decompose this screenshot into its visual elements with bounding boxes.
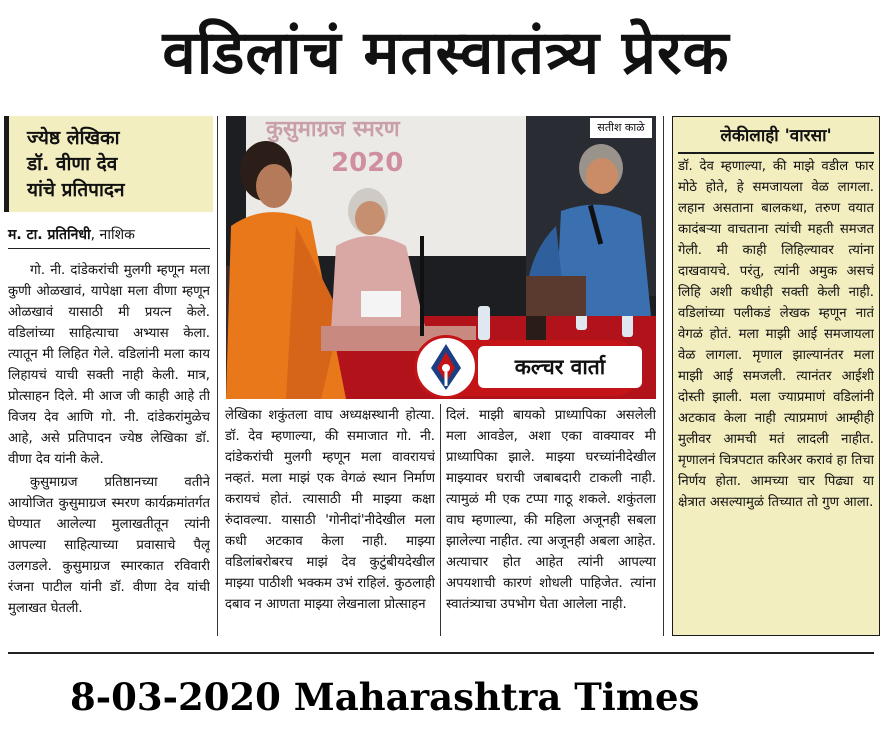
paragraph: कुसुमाग्रज प्रतिष्ठानच्या वतीने आयोजित कुसुमाग्रज स्मरण कार्यक्रमांतर्गत घेण्यात आलेल्या मुलाखतीतून त्यांनी आपल्या साहित्याच्या प्रवासाचे पैलू उलगडले. कुसुमाग्रज स्मारकात रविवारी रंजना पाटील यांनी डॉ. वीणा देव यांची मुलाखत घेतली. [8,475,210,616]
banner-year: 2020 [331,148,404,178]
photo-credit: सतीश काळे [590,118,652,138]
pen-nib-icon [414,335,478,399]
culture-label: कल्चर वार्ता [478,346,642,388]
headline: वडिलांचं मतस्वातंत्र्य प्रेरक [162,18,730,88]
dateline: 8-03-2020 Maharashtra Times [70,675,700,719]
paragraph: लेखिका शकुंतला वाघ अध्यक्षस्थानी होत्या. डॉ. देव म्हणाल्या, की समाजात गो. नी. दांडेकरांची मुलगी म्हणून मला वावरायचं नव्हतं. मला माझं एक वेगळं स्थान निर्माण करायचं होतं. त्यासाठी मी माझ्या कक्षा रुंदावल्या. यासाठी 'गोनीदां'नीदेखील मला कधी अटकाव केला नाही. माझ्या वडिलांबरोबरच माझं देव कुटुंबीयदेखील माझ्या पाठीशी भक्कम उभं राहिलं. कुठलाही दबाव न आणता माझ्या लेखनाला प्रोत्साहन [225,408,435,612]
byline [8,222,210,249]
subheading-deck [4,116,213,212]
byline-place: , नाशिक [90,227,135,243]
article-column-2 [225,405,435,635]
pen-nib-graphic [417,338,475,396]
sidebar-body [678,156,874,632]
deck-line-3: यांचे प्रतिपादन [27,179,125,201]
footer-rule [8,652,874,654]
sidebar-rule [678,152,874,154]
paragraph: डॉ. देव म्हणाल्या, की माझे वडील फार मोठे होते, हे समजायला वेळ लागला. लहान असताना बालकथा, तरुण वयात कादंबऱ्या वाचताना त्यांची महती समजत गेली. मी काही लिहिल्यावर त्यांना दाखवायचे. परंतु, त्यांनी अमुक असचं लिहि अशी कधीही सक्ती केली नाही. वडिलांच्या पलीकडं लेखक म्हणून नातं वेगळं होतं. मला माझी आई समजायला वेळ लागला. मृणाल झाल्यानंतर मला माझी आई समजली. त्यानंतर आईशी दोस्ती झाली. मला ज्याप्रमाणं वडिलांनी अटकाव केला नाही त्याप्रमाणं आम्हीही मुलीवर आमची मतं लादली नाहीत. मृणालनं चित्रपटात करिअर करावं हा तिचा निर्णय होता. आमच्या चार पिढ्या या क्षेत्रात असल्यामुळं तिच्यात तो गुण आला. [678,159,874,510]
paragraph: दिलं. माझी बायको प्राध्यापिका असलेली मला आवडेल, अशा एका वाक्यावर मी प्राध्यापिका झाले. माझ्या घरच्यांनीदेखील माझ्यावर घराची जबाबदारी टाकली नाही. त्यामुळं मी एक टप्पा गाठू शकले. शकुंतला वाघ म्हणाल्या, की महिला अजूनही सबला झालेल्या नाहीत. त्या अजूनही अबला आहेत. अत्याचार होत आहेत त्यांनी आपल्या अपयशाची कारणं शोधली पाहिजेत. त्यांना स्वातंत्र्याचा उपभोग घेता आलेला नाही. [446,408,656,612]
column-divider [663,116,664,636]
paragraph: गो. नी. दांडेकरांची मुलगी म्हणून मला कुणी ओळखावं, यापेक्षा मला वीणा म्हणून ओळखावं यासाठी मी प्रयत्न केले. वडिलांच्या साहित्याचा अभ्यास केला. त्यातून मी लिहित गेले. वडिलांनी मला काय लिहायचं याची सक्ती नाही केली. मात्र, प्रोत्साहन दिले. मी आज जी काही आहे ती विजय देव आणि गो. नी. दांडेकरांमुळेच आहे, असे प्रतिपादन ज्येष्ठ लेखिका डॉ. वीणा देव यांनी केले. [8,263,210,467]
byline-reporter: म. टा. प्रतिनिधी [8,227,91,243]
column-divider [440,404,441,636]
column-divider [217,116,218,636]
article-column-3 [446,405,656,635]
sidebar-title: लेकीलाही 'वारसा' [720,126,832,146]
article-column-1 [8,260,210,640]
banner-text: कुसुमाग्रज स्मरण [266,117,400,142]
deck-line-2: डॉ. वीणा देव [27,153,118,175]
deck-line-1: ज्येष्ठ लेखिका [27,127,120,149]
